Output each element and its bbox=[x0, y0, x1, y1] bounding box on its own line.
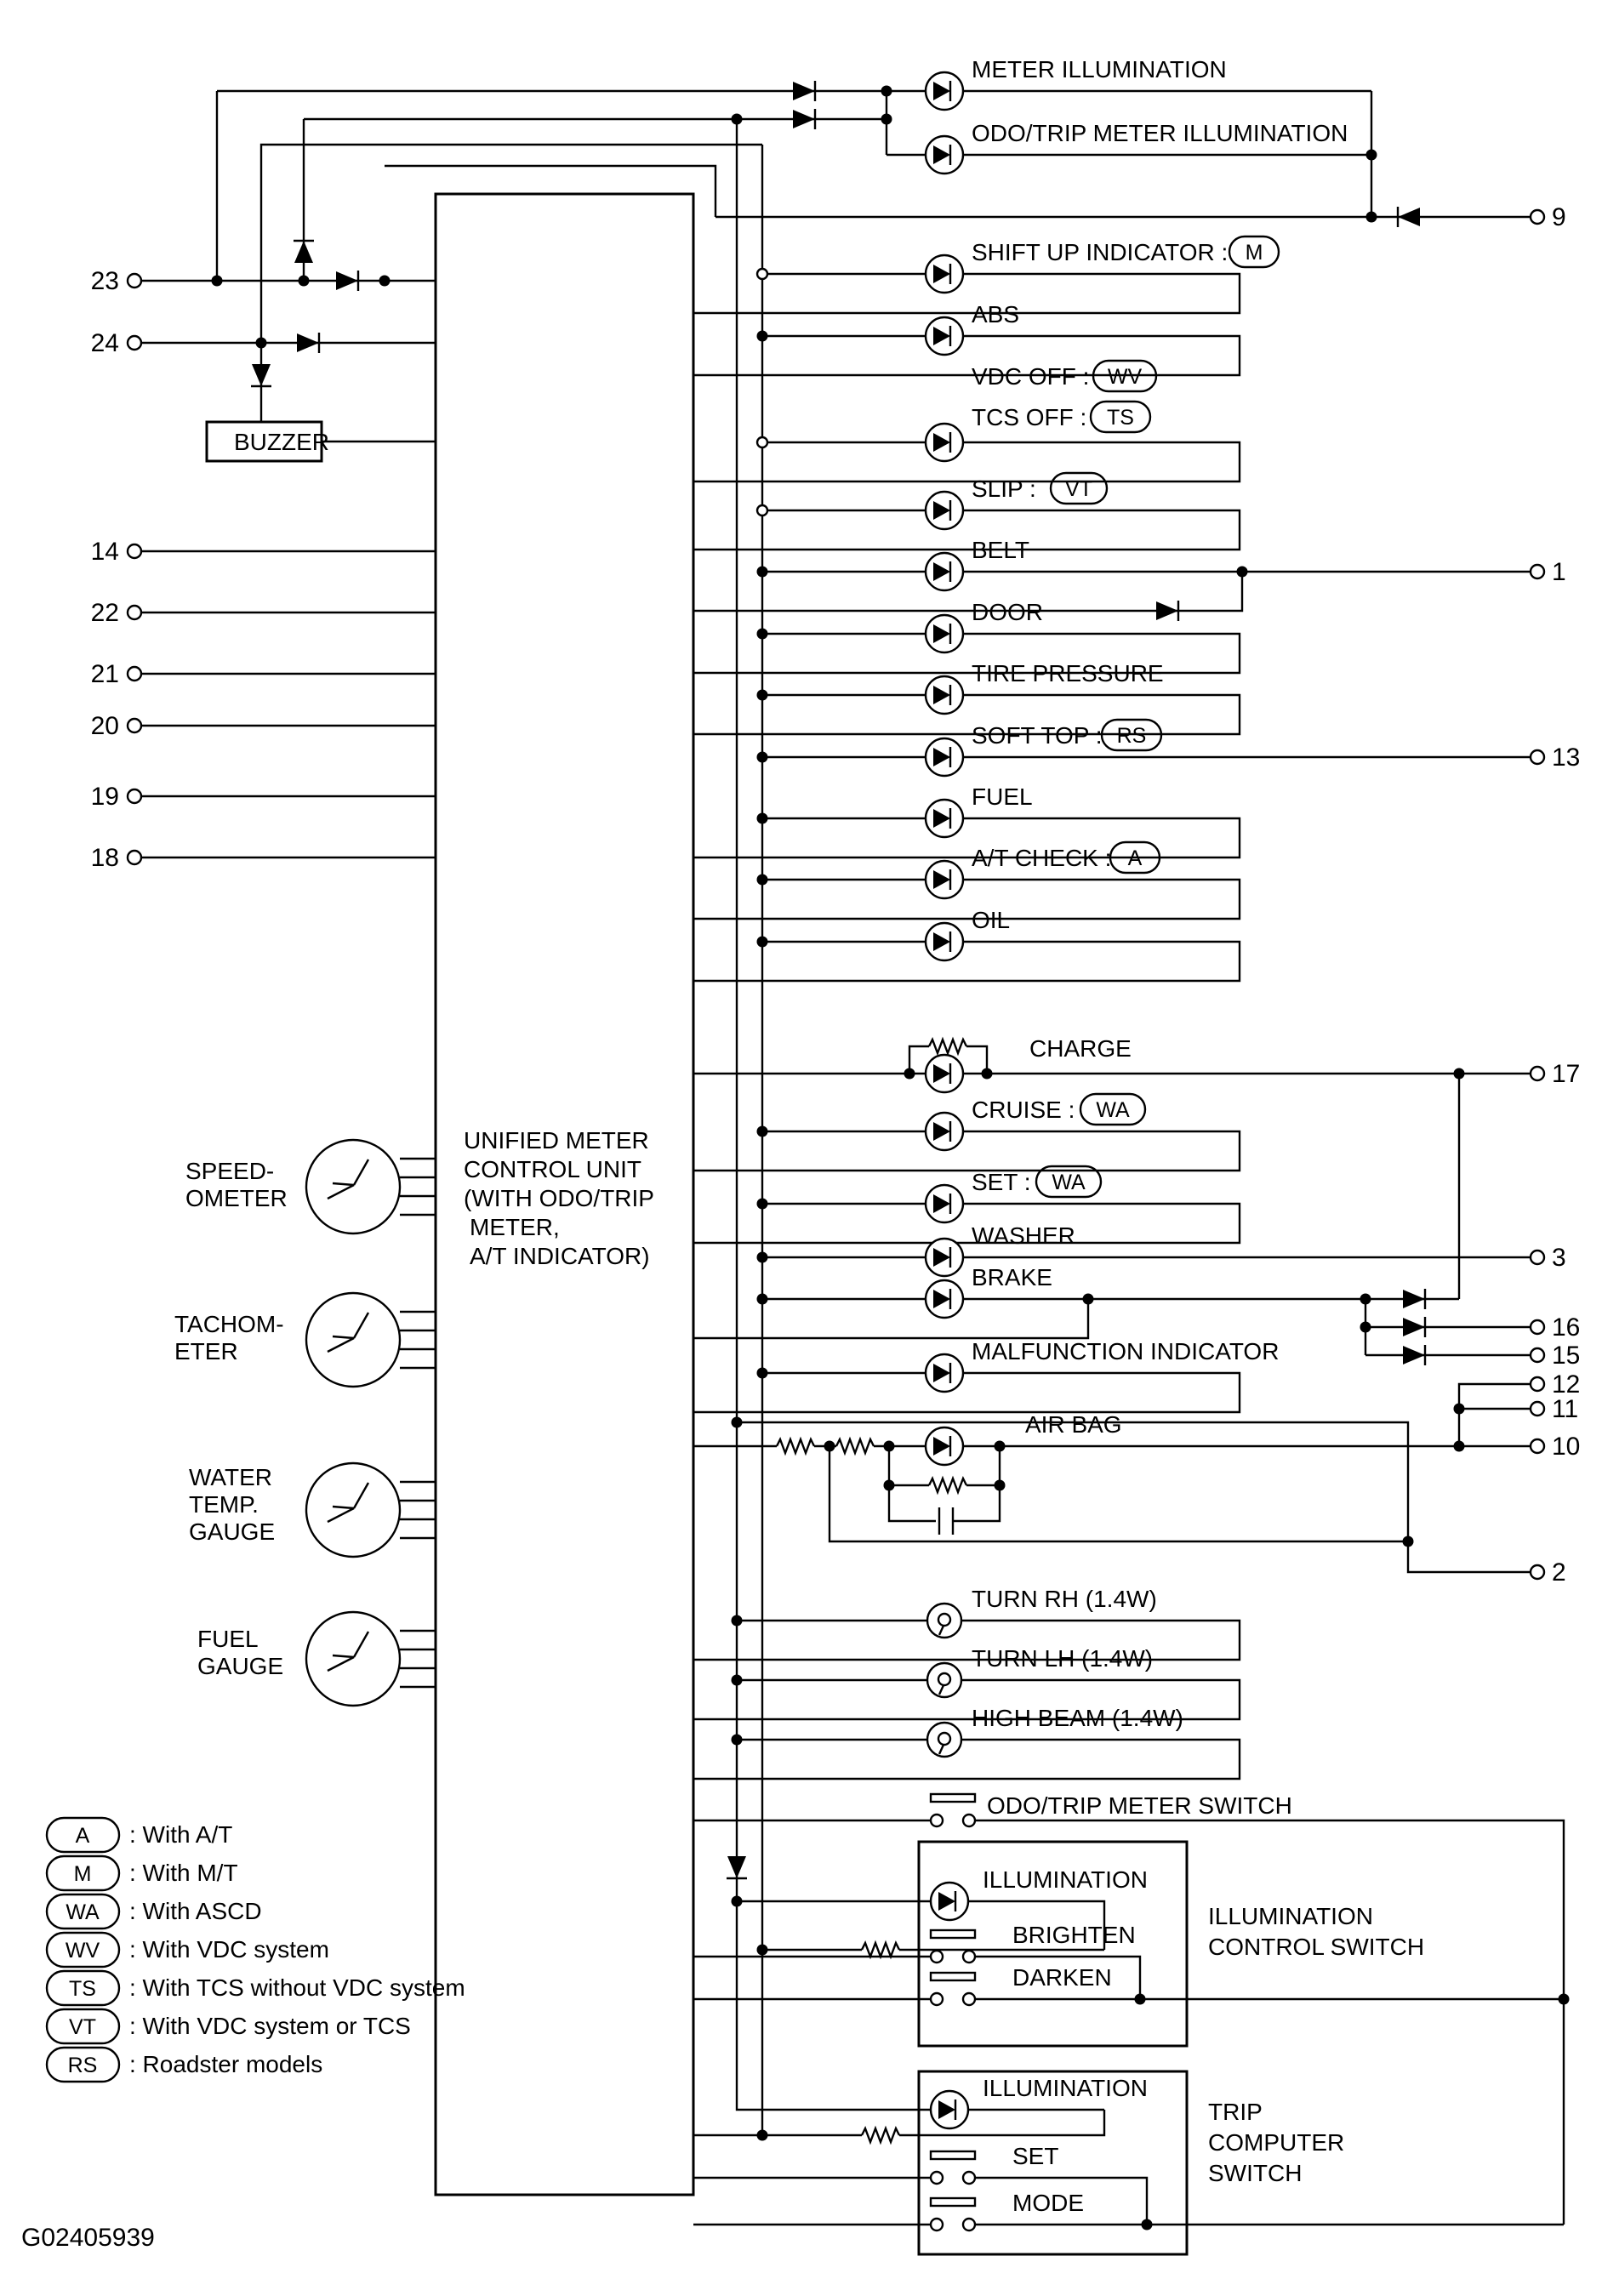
label-air-bag: AIR BAG bbox=[1025, 1411, 1122, 1438]
terminal-22: 22 bbox=[90, 599, 119, 627]
led-icon bbox=[926, 861, 963, 898]
resistor-icon bbox=[929, 1478, 966, 1492]
unit-label-line5: A/T INDICATOR) bbox=[470, 1243, 650, 1269]
legend-item-wa bbox=[47, 1894, 262, 1929]
led-icon bbox=[926, 615, 963, 652]
illum-box-title-line2: CONTROL SWITCH bbox=[1208, 1934, 1425, 1960]
figure-code: G02405939 bbox=[21, 2224, 155, 2252]
led-icon bbox=[926, 738, 963, 776]
legend bbox=[47, 1818, 465, 2082]
push-switch-icon bbox=[931, 1973, 975, 2005]
trip-box-title-line1: TRIP bbox=[1208, 2099, 1263, 2125]
resistor-icon bbox=[862, 1943, 899, 1957]
indicator-labels bbox=[972, 56, 1348, 1819]
terminal-1: 1 bbox=[1552, 558, 1566, 586]
label-meter-illumination: METER ILLUMINATION bbox=[972, 56, 1227, 83]
label-high-beam: HIGH BEAM (1.4W) bbox=[972, 1705, 1183, 1731]
trip-box-set-label: SET bbox=[1012, 2143, 1059, 2169]
diode-icon bbox=[1403, 1289, 1425, 1309]
legend-badge-a: A bbox=[75, 1824, 90, 1848]
legend-item-m bbox=[47, 1856, 238, 1890]
badge-m-text: M bbox=[1245, 241, 1263, 265]
terminal-9: 9 bbox=[1552, 203, 1566, 231]
legend-badge-vt: VT bbox=[69, 2015, 96, 2039]
led-icon bbox=[926, 1427, 963, 1465]
push-switch-icon bbox=[931, 1794, 975, 1826]
label-odo-trip-meter-switch: ODO/TRIP METER SWITCH bbox=[987, 1792, 1292, 1819]
speedometer-gauge-icon bbox=[306, 1140, 400, 1233]
legend-item-rs bbox=[47, 2048, 322, 2082]
unit-label-line4: METER, bbox=[470, 1214, 560, 1240]
fuel-gauge-label-line1: FUEL bbox=[197, 1626, 259, 1652]
terminal-3: 3 bbox=[1552, 1244, 1566, 1272]
resistor-icon bbox=[929, 1040, 966, 1053]
led-icon bbox=[926, 676, 963, 714]
led-icon bbox=[926, 1354, 963, 1392]
push-switch-icon bbox=[931, 2151, 975, 2184]
terminal-17: 17 bbox=[1552, 1060, 1581, 1088]
resistor-icon bbox=[836, 1439, 874, 1453]
bulb-icon bbox=[927, 1723, 961, 1757]
terminal-15: 15 bbox=[1552, 1342, 1581, 1370]
led-icon bbox=[926, 553, 963, 590]
badge-wa-set-text: WA bbox=[1052, 1171, 1086, 1194]
legend-text-vt: : With VDC system or TCS bbox=[129, 2013, 411, 2039]
badge-ts-text: TS bbox=[1107, 406, 1134, 430]
led-icon bbox=[926, 1239, 963, 1276]
diode-icon bbox=[251, 364, 271, 386]
led-icon bbox=[926, 1055, 963, 1092]
label-cruise: CRUISE : bbox=[972, 1097, 1075, 1123]
label-soft-top: SOFT TOP : bbox=[972, 722, 1103, 749]
legend-badge-ts: TS bbox=[69, 1977, 96, 2001]
diode-icon bbox=[294, 241, 314, 263]
led-icon bbox=[926, 424, 963, 461]
bulb-icon bbox=[927, 1663, 961, 1697]
label-turn-rh: TURN RH (1.4W) bbox=[972, 1586, 1157, 1612]
label-set-wa: SET : bbox=[972, 1169, 1031, 1195]
diode-icon bbox=[1398, 207, 1420, 227]
diode-icon bbox=[1403, 1317, 1425, 1337]
diode-icon bbox=[336, 271, 358, 291]
illum-box-brighten-label: BRIGHTEN bbox=[1012, 1922, 1136, 1948]
badge-vt-text: VT bbox=[1065, 477, 1092, 501]
led-icon bbox=[931, 2091, 968, 2128]
legend-badge-m: M bbox=[73, 1862, 92, 1886]
diode-icon bbox=[793, 81, 815, 101]
label-belt: BELT bbox=[972, 537, 1029, 563]
left-terminals bbox=[91, 267, 141, 872]
terminal-10: 10 bbox=[1552, 1433, 1581, 1461]
label-door: DOOR bbox=[972, 599, 1043, 625]
led-icon bbox=[926, 492, 963, 529]
badge-wa-cruise-text: WA bbox=[1096, 1098, 1130, 1122]
led-icon bbox=[931, 1883, 968, 1920]
legend-badge-rs: RS bbox=[67, 2054, 98, 2077]
terminal-2: 2 bbox=[1552, 1558, 1566, 1587]
led-icon bbox=[926, 923, 963, 960]
badge-rs-text: RS bbox=[1116, 724, 1147, 748]
label-slip: SLIP : bbox=[972, 476, 1036, 502]
diode-icon bbox=[1403, 1345, 1425, 1365]
water-temp-label-line3: GAUGE bbox=[189, 1518, 276, 1545]
illum-box-darken-label: DARKEN bbox=[1012, 1964, 1112, 1991]
label-charge: CHARGE bbox=[1029, 1035, 1132, 1062]
label-tcs-off: TCS OFF : bbox=[972, 404, 1087, 430]
led-icon bbox=[926, 136, 963, 174]
badge-a-text: A bbox=[1127, 846, 1143, 870]
legend-item-vt bbox=[47, 2009, 411, 2043]
diode-icon bbox=[297, 333, 319, 353]
terminal-12: 12 bbox=[1552, 1370, 1581, 1399]
label-tire-pressure: TIRE PRESSURE bbox=[972, 660, 1164, 687]
led-icon bbox=[926, 72, 963, 110]
illum-box-illumination-label: ILLUMINATION bbox=[983, 1866, 1148, 1893]
buzzer-label: BUZZER bbox=[234, 429, 329, 455]
badge-m bbox=[1229, 236, 1279, 267]
label-oil: OIL bbox=[972, 907, 1011, 933]
trip-box-illumination-label: ILLUMINATION bbox=[983, 2075, 1148, 2101]
tachometer-label-line1: TACHOM- bbox=[174, 1311, 284, 1337]
legend-item-wv bbox=[47, 1933, 329, 1967]
speedometer-label-line1: SPEED- bbox=[185, 1158, 275, 1184]
water-temp-label-line2: TEMP. bbox=[189, 1491, 259, 1518]
terminal-18: 18 bbox=[90, 844, 119, 872]
terminal-11: 11 bbox=[1552, 1395, 1579, 1423]
water-temp-label-line1: WATER bbox=[189, 1464, 272, 1490]
diode-icon bbox=[727, 1856, 747, 1878]
bulb-icon bbox=[927, 1604, 961, 1638]
terminal-23: 23 bbox=[90, 267, 119, 295]
label-abs: ABS bbox=[972, 301, 1020, 328]
unit-label-line1: UNIFIED METER bbox=[464, 1127, 649, 1154]
terminal-13: 13 bbox=[1552, 743, 1581, 772]
tachometer-label-line2: ETER bbox=[174, 1338, 238, 1364]
unit-label-line3: (WITH ODO/TRIP bbox=[464, 1185, 654, 1211]
right-terminals bbox=[1531, 203, 1580, 1587]
label-odo-trip-meter-illumination: ODO/TRIP METER ILLUMINATION bbox=[972, 120, 1348, 146]
illum-box-title-line1: ILLUMINATION bbox=[1208, 1903, 1373, 1929]
terminal-14: 14 bbox=[90, 538, 119, 566]
label-at-check: A/T CHECK : bbox=[972, 845, 1112, 871]
fuel-gauge-icon bbox=[306, 1612, 400, 1706]
push-switch-icon bbox=[931, 2198, 975, 2230]
terminal-24: 24 bbox=[90, 329, 119, 357]
led-icon bbox=[926, 255, 963, 293]
legend-item-a bbox=[47, 1818, 232, 1852]
terminal-19: 19 bbox=[90, 783, 119, 811]
unit-label-line2: CONTROL UNIT bbox=[464, 1156, 641, 1182]
trip-box-mode-label: MODE bbox=[1012, 2190, 1084, 2216]
legend-text-wa: : With ASCD bbox=[129, 1898, 262, 1924]
fuel-gauge-label-line2: GAUGE bbox=[197, 1653, 284, 1679]
diode-icon bbox=[1156, 601, 1178, 621]
terminal-20: 20 bbox=[90, 712, 119, 740]
label-vdc-off: VDC OFF : bbox=[972, 363, 1090, 390]
led-icon bbox=[926, 1113, 963, 1150]
led-icon bbox=[926, 800, 963, 837]
terminal-16: 16 bbox=[1552, 1313, 1581, 1342]
resistor-icon bbox=[777, 1439, 814, 1453]
tachometer-gauge-icon bbox=[306, 1293, 400, 1387]
push-switch-icon bbox=[931, 1930, 975, 1963]
resistor-icon bbox=[862, 2128, 899, 2142]
badge-wa-cruise bbox=[1080, 1094, 1145, 1125]
led-icon bbox=[926, 1280, 963, 1318]
label-shift-up-indicator: SHIFT UP INDICATOR : bbox=[972, 239, 1229, 265]
legend-badge-wv: WV bbox=[65, 1939, 100, 1963]
label-fuel: FUEL bbox=[972, 783, 1033, 810]
legend-text-ts: : With TCS without VDC system bbox=[129, 1974, 465, 2001]
terminal-21: 21 bbox=[90, 660, 119, 688]
label-malfunction-indicator: MALFUNCTION INDICATOR bbox=[972, 1338, 1280, 1364]
diode-icon bbox=[793, 109, 815, 129]
legend-text-wv: : With VDC system bbox=[129, 1936, 329, 1963]
speedometer-label-line2: OMETER bbox=[185, 1185, 288, 1211]
badge-ts bbox=[1091, 402, 1150, 432]
legend-badge-wa: WA bbox=[66, 1900, 100, 1924]
trip-box-title-line2: COMPUTER bbox=[1208, 2129, 1345, 2156]
label-brake: BRAKE bbox=[972, 1264, 1052, 1290]
led-icon bbox=[926, 317, 963, 355]
label-washer: WASHER bbox=[972, 1222, 1075, 1249]
trip-box-title-line3: SWITCH bbox=[1208, 2160, 1303, 2186]
legend-text-m: : With M/T bbox=[129, 1860, 238, 1886]
badge-wv-text: WV bbox=[1107, 365, 1143, 389]
legend-text-a: : With A/T bbox=[129, 1821, 233, 1848]
led-icon bbox=[926, 1185, 963, 1222]
water-temp-gauge-icon bbox=[306, 1463, 400, 1557]
label-turn-lh: TURN LH (1.4W) bbox=[972, 1645, 1154, 1672]
badge-vt bbox=[1051, 473, 1107, 504]
legend-item-ts bbox=[47, 1971, 465, 2005]
legend-text-rs: : Roadster models bbox=[129, 2051, 323, 2077]
